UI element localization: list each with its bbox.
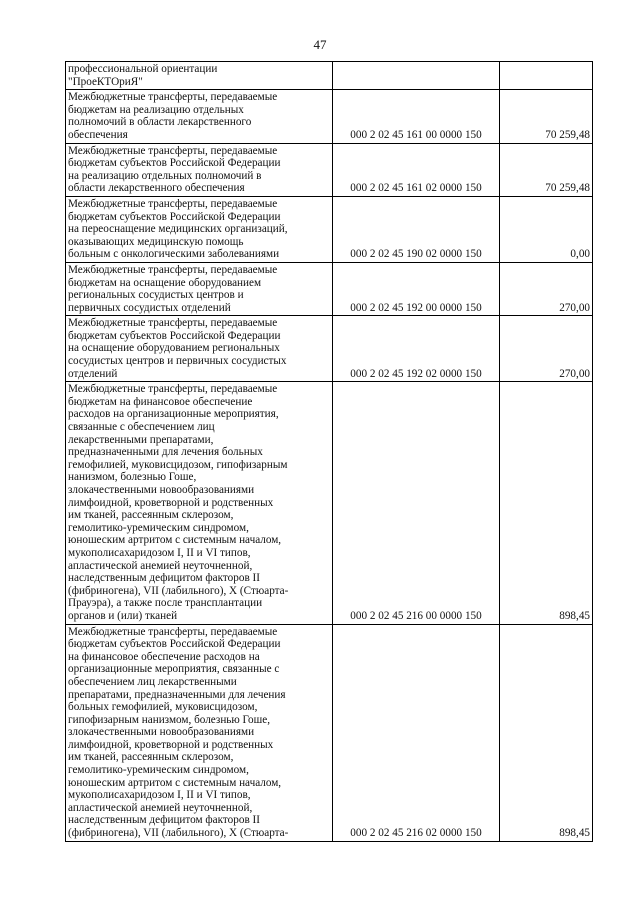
table-row bbox=[66, 624, 593, 841]
row-description: Межбюджетные трансферты, передаваемые бюджетам субъектов Российской Федерации на переоснащение медицинских организаций, оказывающих медицинскую помощь больным с онкологическими заболеваниями bbox=[66, 196, 333, 262]
row-code: 000 2 02 45 216 02 0000 150 bbox=[333, 624, 500, 841]
table-row bbox=[66, 382, 593, 624]
table-row bbox=[66, 196, 593, 262]
row-amount bbox=[500, 62, 593, 90]
row-code: 000 2 02 45 192 00 0000 150 bbox=[333, 262, 500, 315]
row-amount: 898,45 bbox=[500, 624, 593, 841]
table-row bbox=[66, 62, 593, 90]
row-code: 000 2 02 45 190 02 0000 150 bbox=[333, 196, 500, 262]
row-code: 000 2 02 45 216 00 0000 150 bbox=[333, 382, 500, 624]
row-description: Межбюджетные трансферты, передаваемые бюджетам на реализацию отдельных полномочий в области лекарственного обеспечения bbox=[66, 90, 333, 143]
row-description: профессиональной ориентации "ПроеКТОриЯ" bbox=[66, 62, 333, 90]
row-code: 000 2 02 45 161 02 0000 150 bbox=[333, 143, 500, 196]
table-row bbox=[66, 262, 593, 315]
row-description: Межбюджетные трансферты, передаваемые бюджетам субъектов Российской Федерации на оснащение оборудованием региональных сосудистых центров и первичных сосудистых отделений bbox=[66, 316, 333, 382]
row-amount: 898,45 bbox=[500, 382, 593, 624]
table-row bbox=[66, 90, 593, 143]
table-row bbox=[66, 143, 593, 196]
row-amount: 270,00 bbox=[500, 316, 593, 382]
row-amount: 70 259,48 bbox=[500, 90, 593, 143]
row-amount: 270,00 bbox=[500, 262, 593, 315]
row-code bbox=[333, 62, 500, 90]
budget-table bbox=[65, 61, 593, 842]
row-amount: 0,00 bbox=[500, 196, 593, 262]
row-description: Межбюджетные трансферты, передаваемые бюджетам на оснащение оборудованием региональных сосудистых центров и первичных сосудистых отделений bbox=[66, 262, 333, 315]
row-description: Межбюджетные трансферты, передаваемые бюджетам на финансовое обеспечение расходов на организационные мероприятия, связанные с обеспечением лиц лекарственными препаратами, предназначенными для лечения больных гемофилией, муковисцидозом, гипофизарным нанизмом, болезнью Гоше, злокачественными новообразованиями лимфоидной, кроветворной и родственных им тканей, рассеянным склерозом, гемолитико-уремическим синдромом, юношеским артритом с системным началом, мукополисахаридозом I, II и VI типов, апластической анемией неуточненной, наследственным дефицитом факторов II (фибриногена), VII (лабильного), X (Стюарта- Прауэра), а также после трансплантации органов и (или) тканей bbox=[66, 382, 333, 624]
table-row bbox=[66, 316, 593, 382]
row-description: Межбюджетные трансферты, передаваемые бюджетам субъектов Российской Федерации на реализацию отдельных полномочий в области лекарственного обеспечения bbox=[66, 143, 333, 196]
row-code: 000 2 02 45 161 00 0000 150 bbox=[333, 90, 500, 143]
row-amount: 70 259,48 bbox=[500, 143, 593, 196]
row-description: Межбюджетные трансферты, передаваемые бюджетам субъектов Российской Федерации на финансовое обеспечение расходов на организационные мероприятия, связанные с обеспечением лиц лекарственными препаратами, предназначенными для лечения больных гемофилией, муковисцидозом, гипофизарным нанизмом, болезнью Гоше, злокачественными новообразованиями лимфоидной, кроветворной и родственных им тканей, рассеянным склерозом, гемолитико-уремическим синдромом, юношеским артритом с системным началом, мукополисахаридозом I, II и VI типов, апластической анемией неуточненной, наследственным дефицитом факторов II (фибриногена), VII (лабильного), X (Стюарта- bbox=[66, 624, 333, 841]
page-number: 47 bbox=[313, 37, 327, 52]
row-code: 000 2 02 45 192 02 0000 150 bbox=[333, 316, 500, 382]
